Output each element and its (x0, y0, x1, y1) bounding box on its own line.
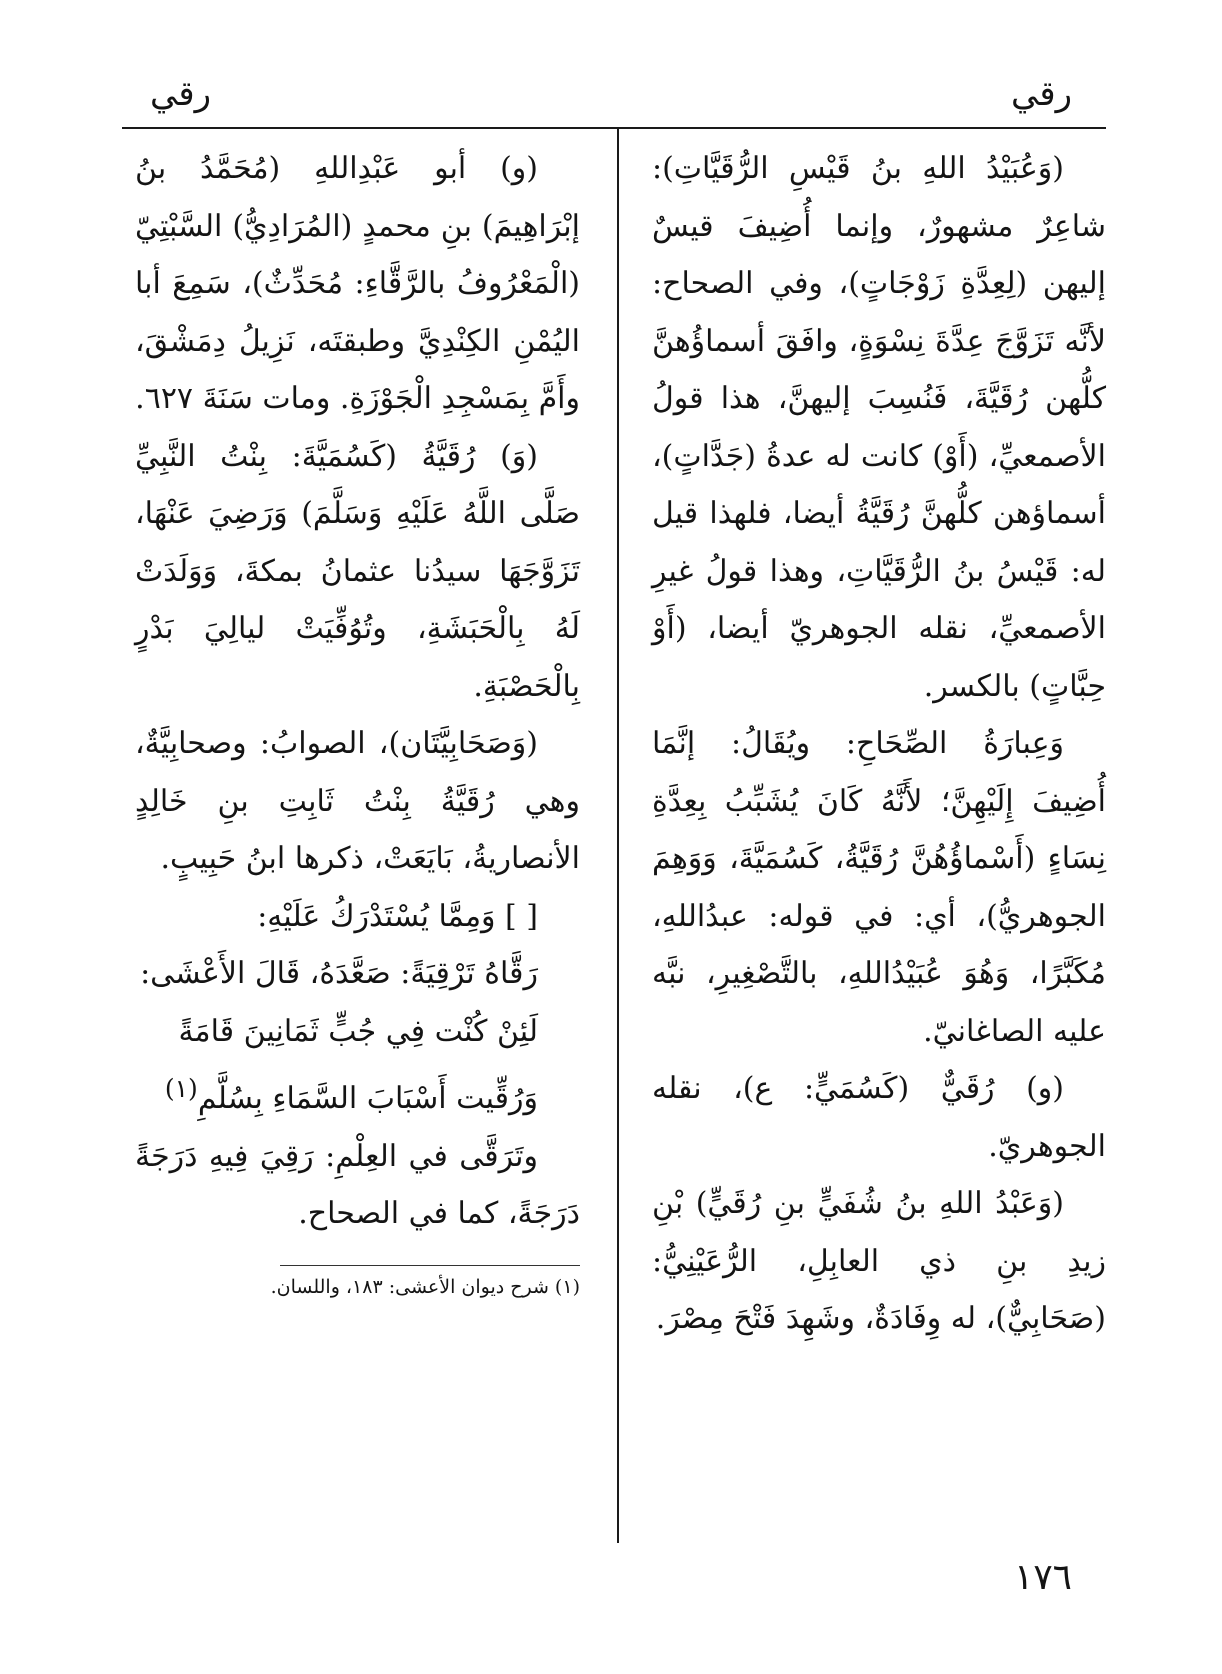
entry-paragraph: (وَ) رُقَيَّةُ (كَسُمَيَّةَ: بِنْتُ النَّبِيِّ صَلَّى اللَّهُ عَلَيْهِ وَسَلَّمَ) وَرَضِيَ عَنْهَا، تَزَوَّجَهَا سيدُنا عثمانُ بمكةَ، وَوَلَدَتْ لَهُ بِالْحَبَشَةِ، وتُوُفِّيَتْ ليالِيَ بَدْرٍ بِالْحَصْبَةِ. (135, 438, 580, 704)
running-head-right: رقي (1010, 74, 1072, 114)
entry-paragraph: (وَعُبَيْدُ اللهِ بنُ قَيْسِ الرُّقَيَّاتِ): شاعِرٌ مشهورٌ، وإنما أُضِيفَ قيسٌ إليهن (لِعِدَّةِ زَوْجَاتٍ)، وفي الصحاح: لأنَّه تَزَوَّجَ عِدَّةَ نِسْوَةٍ، وافَقَ أسماؤُهنَّ كلُّهن رُقَيَّةَ، فَنُسِبَ إليهنَّ، هذا قولُ الأصمعيِّ، (أَوْ) كانت له عدةُ (جَدَّاتٍ)، أسماؤهن كلُّهنَّ رُقَيَّةُ أيضا، فلهذا قيل له: قَيْسُ بنُ الرُّقَيَّاتِ، وهذا قولُ غيرِ الأصمعيِّ، نقله الجوهريّ أيضا، (أَوْ حِبَّاتٍ) بالكسر. (652, 151, 1106, 704)
left-column (135, 140, 580, 1302)
entry-paragraph: رَقَّاهُ تَرْقِيَةً: صَعَّدَهُ، قَالَ الأَعْشَى: (140, 956, 538, 991)
entry-paragraph: (و) رُقَيٌّ (كَسُمَيٍّ: ع)، نقله الجوهريّ. (652, 1071, 1106, 1164)
entry-paragraph: (و) أبو عَبْدِاللهِ (مُحَمَّدُ بنُ إبْرَاهِيمَ) بنِ محمدٍ (المُرَادِيُّ) السَّبْتِيّ (الْمَعْرُوفُ بالرَّقَّاءِ: مُحَدِّثٌ)، سَمِعَ أبا اليُمْنِ الكِنْدِيَّ وطبقتَه، نَزِيلُ دِمَشْقَ، وأَمَّ بِمَسْجِدِ الْجَوْزَةِ. ومات سَنَةَ ٦٢٧. (135, 151, 580, 416)
running-head-left: رقي (150, 74, 212, 114)
footnote: (١) شرح ديوان الأعشى: ١٨٣، واللسان. (270, 1275, 580, 1298)
column-divider (617, 127, 619, 1543)
entry-paragraph: (وَعَبْدُ اللهِ بنُ شُفَيٍّ بنِ رُقَيٍّ) بْنِ زيدِ بنِ ذي العابِلِ، الرُّعَيْنِيُّ: (صَحَابِيٌّ)، له وِفَادَةٌ، وشَهِدَ فَتْحَ مِصْرَ. (652, 1186, 1106, 1336)
verse-line (135, 1060, 580, 1128)
footnote-rule (280, 1265, 580, 1266)
entry-paragraph: (وَصَحَابِيَّتَان)، الصوابُ: وصحابِيَّةٌ، وهي رُقَيَّةُ بِنْتُ ثَابِتِ بنِ خَالِدٍ الأنصاريةُ، بَايَعَتْ، ذكرها ابنُ حَبِيبٍ. (135, 726, 580, 876)
header-rule (122, 127, 1106, 129)
entry-paragraph: وَعِبارَةُ الصِّحَاحِ: ويُقَالُ: إنَّمَا أُضِيفَ إِلَيْهِنَّ؛ لأَنَّهُ كَانَ يُشَبِّبُ بِعِدَّةِ نِسَاءٍ (أَسْماؤُهُنَّ رُقَيَّةُ، كَسُمَيَّةَ، وَوَهِمَ الجوهريُّ)، أي: في قوله: عبدُاللهِ، مُكَبَّرًا، وَهُوَ عُبَيْدُاللهِ، بالتَّصْغِيرِ، نبَّه عليه الصاغانيّ. (652, 726, 1106, 1049)
addendum-heading: [ ] وَمِمَّا يُسْتَدْرَكُ عَلَيْهِ: (257, 898, 538, 934)
footnote-marker: (١) (164, 1074, 198, 1103)
verse-line: لَئِنْ كُنْت فِي جُبٍّ ثَمَانِينَ قَامَةً (178, 1013, 538, 1049)
entry-paragraph: وتَرَقَّى في العِلْمِ: رَقِيَ فِيهِ دَرَجَةً دَرَجَةً، كما في الصحاح. (135, 1138, 580, 1231)
verse-text: وَرُقِّيت أَسْبَابَ السَّمَاءِ بِسُلَّمِ (197, 1081, 538, 1116)
right-column (652, 140, 1106, 1348)
page-number: ١٧٦ (1013, 1557, 1072, 1598)
